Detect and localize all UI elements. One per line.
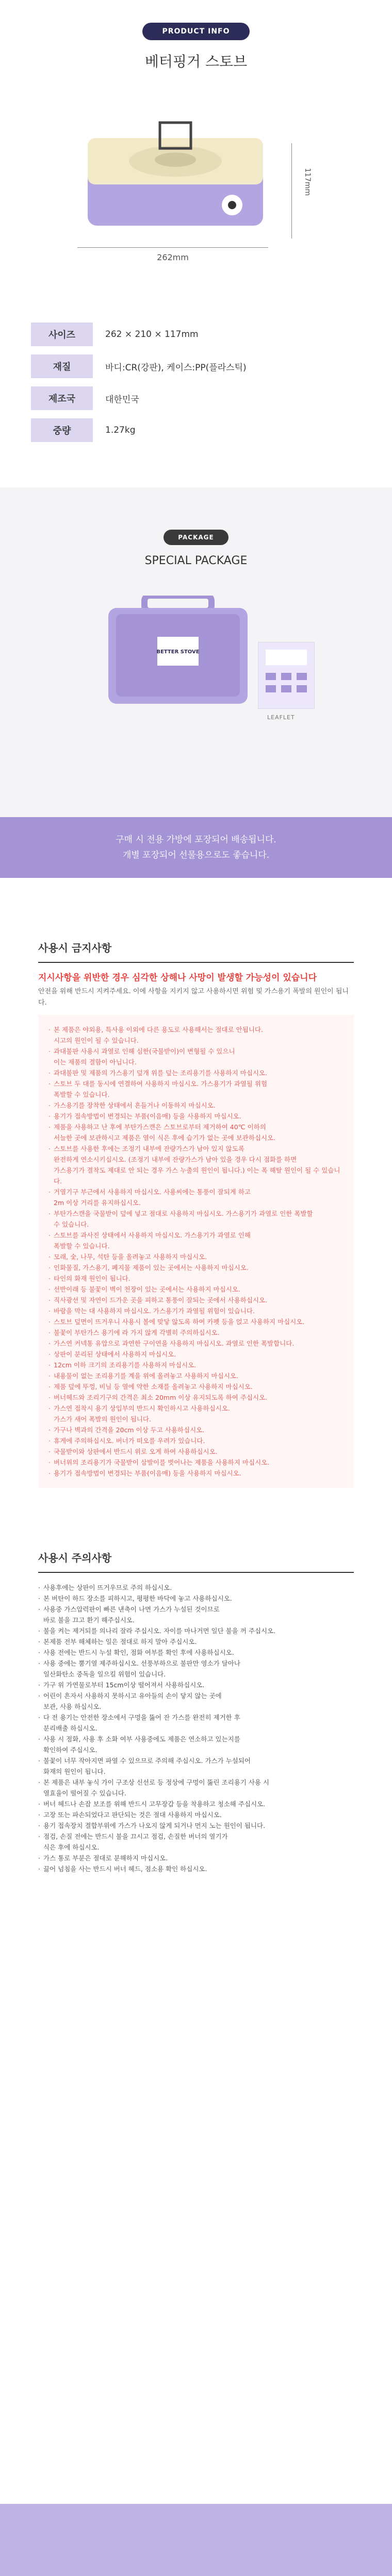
list-item: · 사용 중에는 뿜기열 제주하십시오. 선풍부하으로 불판만 영소가 달아나 일산화탄소 중독을 일으킬 위험이 있습니다.	[38, 1658, 354, 1680]
spec-row	[31, 382, 361, 414]
cautions-title: 사용시 주의사항	[38, 1550, 354, 1573]
list-item: · 고장 또는 파손되었다고 판단되는 것은 절대 사용하지 마십시오.	[38, 1809, 354, 1820]
list-item: · 직사광선 및 자연이 드가운 곳을 피하고 통풍이 잘되는 곳에서 사용하십시오.	[48, 1295, 344, 1306]
list-item: · 본 버탄이 하드 장소를 피하시고, 평평한 바닥에 놓고 사용하십시오.	[38, 1593, 354, 1604]
spec-table	[31, 318, 361, 446]
list-item: · 버너헤드와 조리기구의 간격은 최소 20mm 이상 유지되도록 하여 주십시오.	[48, 1392, 344, 1403]
width-dimension-line	[77, 247, 268, 248]
list-item: · 과대불판 사용시 과열로 인해 심한(국물받이)이 변형될 수 있으니 이는 제품의 결함이 아닙니다.	[48, 1046, 344, 1067]
spec-key: 중량	[31, 418, 93, 442]
list-item: · 스토브 덮면이 뜨거우니 사용시 볼에 맞닿 않도록 하여 카펫 등을 얹고 사용하지 마십시오.	[48, 1316, 344, 1327]
spec-key: 사이즈	[31, 323, 93, 346]
list-item: · 어린이 흔자서 사용하지 못하시고 유아들의 손이 닿지 않는 곳에 보관, 사용 하십시오.	[38, 1690, 354, 1712]
leaflet-label: LEAFLET	[267, 714, 295, 721]
list-item: · 다 전 용기는 안전한 장소에서 구멍을 뚫어 잔 가스를 완전히 제거한 후 분리배출 하십시오.	[38, 1712, 354, 1734]
width-dimension-label: 262mm	[157, 252, 189, 262]
bottom-banner	[0, 2504, 392, 2576]
carry-case-image	[108, 596, 248, 704]
spec-value: 대한민국	[105, 394, 139, 405]
list-item: · 부탄가스캔을 국물받이 덮에 넣고 절대로 사용하지 마십시오. 가스용기가 과열로 인한 폭발할 수 있습니다.	[48, 1208, 344, 1230]
height-dimension-line	[291, 143, 292, 239]
list-item: · 용기 접속장치 결합부위에 가스가 나오지 않게 되거나 먼지 노는 원인이 됩니다.	[38, 1820, 354, 1831]
list-item: · 버너 헤드나 손잡 보조를 위해 반드시 고무장갑 등을 착용하고 청소해 주십시오.	[38, 1799, 354, 1809]
list-item: · 용기가 접속방법이 변경되는 부품(이음매) 등을 사용하지 마십시오.	[48, 1111, 344, 1122]
list-item: · 가구나 벽과의 간격을 20cm 이상 두고 사용하십시오.	[48, 1425, 344, 1435]
list-item: · 가스용기를 장착한 상태에서 흔들거나 이동하지 마십시오.	[48, 1100, 344, 1111]
list-item: · 타인의 화재 원인이 됩니다.	[48, 1273, 344, 1284]
list-item: · 과대불판 및 제품의 가스용기 덮개 위를 덮는 조리용기를 사용하지 마십시오.	[48, 1067, 344, 1078]
warnings-subtext: 안전을 위해 반드시 지켜주세요. 이에 사항을 지키지 않고 사용하시면 위험 및 가스용기 폭발의 원인이 됩니다.	[38, 988, 349, 1007]
list-item: · 제품을 사용하고 난 후에 부탄가스캔은 스토브로부터 제거하여 40℃ 이하의 서늘한 곳에 보관하시고 제품은 열이 식은 후에 습기가 없는 곳에 보관하십시오.	[48, 1122, 344, 1143]
list-item: · 버너위의 조리용기가 국물받이 삼발이를 벗어나는 제품을 사용하지 마십시오.	[48, 1457, 344, 1468]
list-item: · 스토브 두 대를 동시에 연결하여 사용하지 마십시오. 가스용기가 과열될 위험 폭발할 수 있습니다.	[48, 1078, 344, 1100]
list-item: · 국물받이와 상판에서 반드시 위로 오게 하여 사용하십시오.	[48, 1446, 344, 1457]
spec-row	[31, 318, 361, 350]
list-item: · 상판이 분리된 상태에서 사용하지 마십시오.	[48, 1349, 344, 1360]
spec-value: 바디:CR(강판), 케이스:PP(플라스틱)	[105, 362, 247, 373]
list-item: · 가스연 커넥통 유압으로 과연한 구이연을 사용하지 마십시오. 과열로 인한 폭발합니다.	[48, 1338, 344, 1349]
warnings-title: 사용시 금지사항	[38, 940, 354, 963]
list-item: · 가스연 접착시 용기 상입부의 반드시 확인하시고 사용하십시오. 가스가 새어 폭발의 원인이 됩니다.	[48, 1403, 344, 1425]
list-item: · 모래, 숯, 나무, 석탄 등을 올려놓고 사용하지 마십시오.	[48, 1251, 344, 1262]
cautions-list	[38, 1582, 354, 1874]
list-item: · 점검, 손질 전에는 반드시 불을 끄시고 점검, 손질한 버너의 열기가 식은 후에 하십시오.	[38, 1831, 354, 1853]
list-item: · 본 제품은 야외용, 특사용 이외에 다른 용도로 사용해서는 절대로 안됩니다. 시고의 원인이 될 수 있습니다.	[48, 1024, 344, 1046]
spec-key: 재질	[31, 354, 93, 378]
spec-value: 1.27kg	[105, 425, 136, 435]
list-item: · 휴게에 주의하십시오. 버너가 떠오를 우려가 있습니다.	[48, 1435, 344, 1446]
list-item: · 사용후에는 상판이 뜨거우므로 주의 하십시오.	[38, 1582, 354, 1593]
list-item: · 선반이래 등 불꽃이 벽이 천장이 있는 곳에서는 사용하지 마십시오.	[48, 1284, 344, 1295]
svg-text:BETTER STOVE: BETTER STOVE	[156, 649, 200, 655]
list-item: · 제품 덮에 뚜껑, 비닐 등 열에 약한 소재를 올려놓고 사용하지 마십시오.	[48, 1381, 344, 1392]
package-badge: PACKAGE	[164, 530, 228, 545]
list-item: · 불꽃이 부탄가스 용기에 라 가지 않게 각별히 주의하십시오.	[48, 1327, 344, 1338]
list-item: · 스토브를 사용한 후에는 조정기 내부에 잔량가스가 남아 있지 않도록 완전하게 연소시키십시오. (조정기 내부에 잔량가스가 남아 있을 경우 다시 점화를 하면 가스용기가 결착도 제대로 안 되는 경우 가스 누출의 원인이 됩니다.) 이는 폭 해탈 원인이 될 수 있습니다.	[48, 1143, 344, 1187]
list-item: · 본제품 전부 해체하는 일은 절대로 하지 말아 주십시오.	[38, 1636, 354, 1647]
list-item: · 가스 통로 부분은 절대로 분해하지 마십시오.	[38, 1853, 354, 1863]
product-info-badge: PRODUCT INFO	[142, 23, 250, 40]
list-item: · 끓어 넘침을 사는 반드시 버너 헤드, 점소용 확인 하십시오.	[38, 1863, 354, 1874]
list-item: · 12cm 이하 크기의 조리용기를 사용하지 마십시오.	[48, 1360, 344, 1370]
package-title: SPECIAL PACKAGE	[144, 554, 248, 567]
height-dimension-label: 117mm	[303, 168, 312, 196]
list-item: · 용기가 접속방법이 변경되는 부품(이음매) 등을 사용하지 마십시오.	[48, 1468, 344, 1479]
list-item: · 사용 전에는 반드시 누설 확인, 점화 여부를 확인 후에 사용하십시오.	[38, 1647, 354, 1658]
spec-row	[31, 414, 361, 446]
list-item: · 사용 시 점화, 사용 후 소화 여부 사용중에도 제품은 연소하고 있는지를 확인하여 주십시오.	[38, 1734, 354, 1755]
spec-key: 제조국	[31, 386, 93, 410]
list-item: · 인화물질, 가스용기, 폐지물 제품이 있는 곳에서는 사용하지 마십시오.	[48, 1262, 344, 1273]
stove-illustration	[77, 102, 273, 236]
spec-row	[31, 350, 361, 382]
list-item: · 바람을 막는 대 사용하지 마십시오. 가스용기가 과열될 위험이 있습니다.	[48, 1306, 344, 1316]
package-note-line: 개별 포장되어 선물용으로도 좋습니다.	[122, 850, 270, 860]
package-note-line: 구매 시 전용 가방에 포장되어 배송됩니다.	[116, 835, 276, 845]
leaflet-image	[258, 642, 315, 709]
package-note-band	[0, 817, 392, 878]
list-item: · 불을 켜는 제거되를 의나리 잘라 주십시오. 자이를 마나거면 일단 불을 꺼 주십시오.	[38, 1625, 354, 1636]
warnings-section	[0, 940, 392, 1874]
list-item: · 본 제품은 내부 놓식 가이 구조상 신선로 등 정상에 구멍이 뚫린 조리용기 사용 시 열효율이 떨어질 수 있습니다.	[38, 1777, 354, 1799]
spec-value: 262 × 210 × 117mm	[105, 329, 199, 340]
list-item: · 스토브를 과사진 상태에서 사용하지 마십시오. 가스용기가 과열로 인해 폭발할 수 있습니다.	[48, 1230, 344, 1251]
list-item: · 내용물이 없는 조리용기를 계을 위에 올려놓고 사용하지 마십시오.	[48, 1370, 344, 1381]
list-item: · 사용중 가스압력판이 빠른 낸축이 나면 가스가 누설된 것이므로 바로 불을 끄고 환기 해주십시오.	[38, 1604, 354, 1625]
list-item: · 거열기구 부근에서 사용하지 마십시오. 사용씨에는 통풍이 잘되게 하고 2m 이상 거리를 유지하십시오.	[48, 1187, 344, 1208]
product-hero	[0, 87, 392, 308]
warnings-intro	[38, 963, 354, 1009]
page-title: 베터핑거 스토브	[144, 53, 248, 70]
warnings-list	[38, 1015, 354, 1488]
list-item: · 불꽃이 너무 작아지면 파열 수 있으므로 주의해 주십시오. 가스가 누설되어 화재의 원인이 됩니다.	[38, 1755, 354, 1777]
package-section	[0, 487, 392, 817]
warnings-headline: 지시사항을 위반한 경우 심각한 상해나 사망이 발생할 가능성이 있습니다	[38, 973, 317, 983]
list-item: · 가구 위 가연물로부터 15cm이상 떨어져서 사용하십시오.	[38, 1680, 354, 1690]
